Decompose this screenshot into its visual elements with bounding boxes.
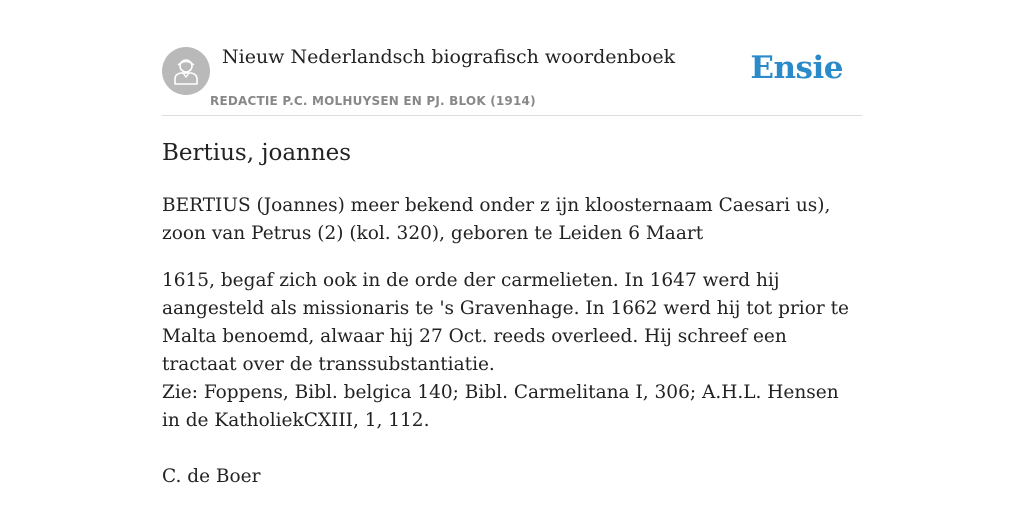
brand-logo[interactable]: Ensie (750, 50, 843, 86)
user-icon (173, 57, 199, 85)
article-references: Zie: Foppens, Bibl. belgica 140; Bibl. Carmelitana I, 306; A.H.L. Hensen in de KatholiekCXIII, 1, 112. (162, 382, 839, 431)
avatar[interactable] (162, 47, 210, 95)
article-title: Bertius, joannes (162, 140, 352, 166)
source-title[interactable]: Nieuw Nederlandsch biografisch woordenboek (222, 46, 676, 68)
article-paragraph: BERTIUS (Joannes) meer bekend onder z ijn kloosternaam Caesari us), zoon van Petrus (2) (kol. 320), geboren te Leiden 6 Maart (162, 195, 831, 244)
source-subtitle: REDACTIE P.C. MOLHUYSEN EN PJ. BLOK (1914) (210, 94, 536, 108)
source-header (162, 0, 862, 116)
article-author: C. de Boer (162, 466, 261, 487)
article-paragraph: 1615, begaf zich ook in de orde der carmelieten. In 1647 werd hij aangesteld als missionaris te 's Gravenhage. In 1662 werd hij tot prior te Malta benoemd, alwaar hij 27 Oct. reeds overleed. Hij schreef een tractaat over de transsubstantiatie. (162, 270, 849, 375)
article-container (162, 0, 862, 487)
